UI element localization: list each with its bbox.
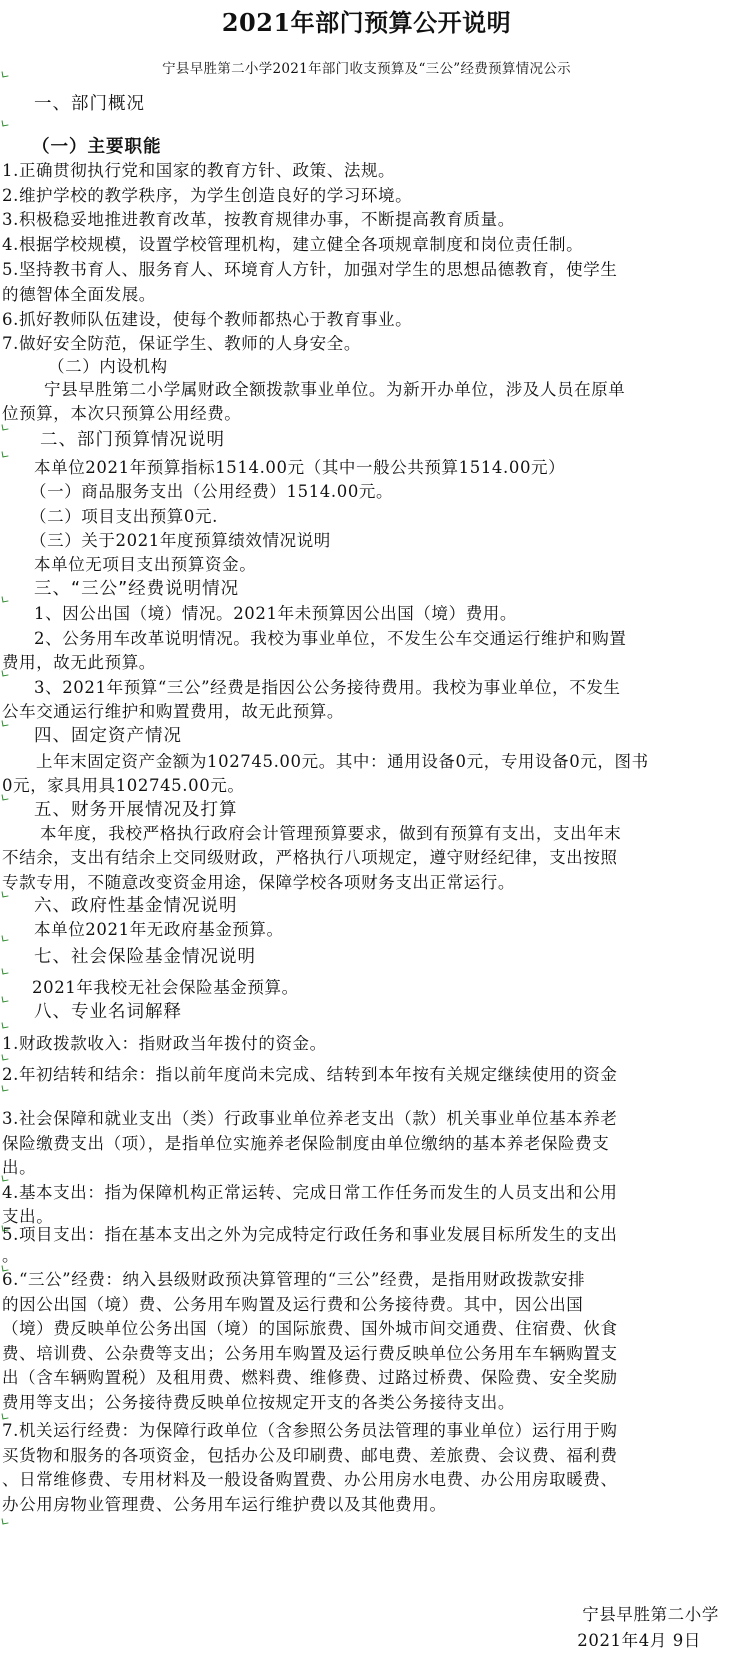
body-text: 专款专用，不随意改变资金用途，保障学校各项财务支出正常运行。 — [2, 873, 515, 892]
term-definition: 费、培训费、公杂费等支出；公务用车购置及运行费反映单位公务用车车辆购置支 — [2, 1344, 618, 1363]
body-text: 本单位2021年无政府基金预算。 — [34, 920, 284, 939]
body-text: 位预算，本次只预算公用经费。 — [2, 404, 242, 423]
term-definition: （境）费反映单位公务出国（境）的国际旅费、国外城市间交通费、住宿费、伙食 — [2, 1319, 618, 1338]
signature-org: 宁县早胜第二小学 — [582, 1605, 719, 1624]
body-text: 费用，故无此预算。 — [2, 653, 156, 672]
duty-item: 2.维护学校的教学秩序，为学生创造良好的学习环境。 — [2, 186, 413, 205]
term-definition: 6.“三公”经费：纳入县级财政预决算管理的“三公”经费，是指用财政拨款安排 — [2, 1270, 586, 1289]
section-heading-3: 三、“三公”经费说明情况 — [34, 579, 240, 599]
term-definition: 支出。 — [2, 1207, 54, 1226]
duty-item: 3.积极稳妥地推进教育改革，按教育规律办事，不断提高教育质量。 — [2, 210, 515, 229]
paragraph-mark-icon — [2, 120, 9, 127]
term-definition: 出（含车辆购置税）及租用费、燃料费、维修费、过路过桥费、保险费、安全奖励 — [2, 1368, 618, 1387]
subsection-heading: （二）内设机构 — [48, 357, 168, 376]
term-definition: 2.年初结转和结余：指以前年度尚未完成、结转到本年按有关规定继续使用的资金 — [2, 1065, 618, 1084]
page-title: 2021年部门预算公开说明 — [221, 8, 512, 37]
paragraph-mark-icon — [2, 720, 9, 727]
term-definition: 5.项目支出：指在基本支出之外为完成特定行政任务和事业发展目标所发生的支出 — [2, 1225, 618, 1244]
body-text: 不结余，支出有结余上交同级财政，严格执行八项规定，遵守财经纪律，支出按照 — [2, 848, 618, 867]
section-heading-2: 二、部门预算情况说明 — [40, 430, 225, 450]
paragraph-mark-icon — [2, 1518, 9, 1525]
paragraph-mark-icon — [2, 596, 9, 603]
page-subtitle: 宁县早胜第二小学2021年部门收支预算及“三公”经费预算情况公示 — [162, 61, 571, 77]
term-definition: 保险缴费支出（项），是指单位实施养老保险制度由单位缴纳的基本养老保险费支 — [2, 1134, 610, 1153]
body-text: 1、因公出国（境）情况。2021年未预算因公出国（境）费用。 — [34, 604, 517, 623]
paragraph-mark-icon — [2, 935, 9, 942]
body-text: 本单位无项目支出预算资金。 — [34, 555, 257, 574]
body-text: 本单位2021年预算指标1514.00元（其中一般公共预算1514.00元） — [34, 458, 566, 477]
term-definition: 买货物和服务的各项资金，包括办公及印刷费、邮电费、差旅费、会议费、福利费 — [2, 1446, 618, 1465]
body-text: 本年度，我校严格执行政府会计管理预算要求，做到有预算有支出，支出年末 — [40, 824, 622, 843]
duty-item: 4.根据学校规模，设置学校管理机构，建立健全各项规章制度和岗位责任制。 — [2, 235, 584, 254]
paragraph-mark-icon — [2, 794, 9, 801]
body-text: 3、2021年预算“三公”经费是指因公公务接待费用。我校为事业单位，不发生 — [34, 678, 621, 697]
section-heading-4: 四、固定资产情况 — [34, 726, 182, 746]
section-heading-1: 一、部门概况 — [34, 94, 145, 114]
paragraph-mark-icon — [2, 1054, 9, 1061]
paragraph-mark-icon — [2, 1085, 9, 1092]
body-text: 公车交通运行维护和购置费用，故无此预算。 — [2, 702, 344, 721]
term-definition: 7.机关运行经费：为保障行政单位（含参照公务员法管理的事业单位）运行用于购 — [2, 1421, 618, 1440]
paragraph-mark-icon — [2, 451, 9, 458]
duty-item: 1.正确贯彻执行党和国家的教育方针、政策、法规。 — [2, 161, 396, 180]
term-definition: 。 — [2, 1246, 20, 1265]
paragraph-mark-icon — [2, 670, 9, 677]
paragraph-mark-icon — [2, 424, 9, 431]
section-heading-5: 五、财务开展情况及打算 — [34, 800, 238, 820]
section-heading-8: 八、专业名词解释 — [34, 1002, 182, 1022]
subsection-heading: （一）主要职能 — [32, 137, 162, 157]
duty-item: 5.坚持教书育人、服务育人、环境育人方针，加强对学生的思想品德教育，使学生 — [2, 260, 618, 279]
paragraph-mark-icon — [2, 968, 9, 975]
term-definition: 4.基本支出：指为保障机构正常运转、完成日常工作任务而发生的人员支出和公用 — [2, 1183, 618, 1202]
body-text: 2、公务用车改革说明情况。我校为事业单位，不发生公车交通运行维护和购置 — [34, 629, 627, 648]
paragraph-mark-icon — [2, 996, 9, 1003]
body-text: 2021年我校无社会保险基金预算。 — [32, 978, 299, 997]
paragraph-mark-icon — [2, 71, 9, 78]
paragraph-mark-icon — [2, 1022, 9, 1029]
paragraph-mark-icon — [2, 891, 9, 898]
duty-item: 7.做好安全防范，保证学生、教师的人身安全。 — [2, 334, 361, 353]
signature-date: 2021年4月 9日 — [577, 1631, 701, 1650]
term-definition: 、日常维修费、专用材料及一般设备购置费、办公用房水电费、办公用房取暖费、 — [2, 1470, 618, 1489]
term-definition: 办公用房物业管理费、公务用车运行维护费以及其他费用。 — [2, 1495, 447, 1514]
section-heading-7: 七、社会保险基金情况说明 — [34, 947, 256, 967]
section-heading-6: 六、政府性基金情况说明 — [34, 896, 238, 916]
body-text: （三）关于2021年度预算绩效情况说明 — [30, 531, 331, 550]
duty-item: 6.抓好教师队伍建设，使每个教师都热心于教育事业。 — [2, 310, 413, 329]
term-definition: 3.社会保障和就业支出（类）行政事业单位养老支出（款）机关事业单位基本养老 — [2, 1109, 618, 1128]
term-definition: 费用等支出；公务接待费反映单位按规定开支的各类公务接待支出。 — [2, 1393, 515, 1412]
term-definition: 的因公出国（境）费、公务用车购置及运行费和公务接待费。其中，因公出国 — [2, 1295, 584, 1314]
body-text: （二）项目支出预算0元. — [30, 507, 218, 526]
body-text: 上年末固定资产金额为102745.00元。其中：通用设备0元，专用设备0元，图书 — [36, 752, 649, 771]
body-text: 宁县早胜第二小学属财政全额拨款事业单位。为新开办单位，涉及人员在原单 — [44, 380, 626, 399]
term-definition: 出。 — [2, 1158, 37, 1177]
body-text: （一）商品服务支出（公用经费）1514.00元。 — [30, 482, 394, 501]
term-definition: 1.财政拨款收入：指财政当年拨付的资金。 — [2, 1034, 327, 1053]
body-text: 0元，家具用具102745.00元。 — [2, 776, 245, 795]
duty-item: 的德智体全面发展。 — [2, 285, 156, 304]
